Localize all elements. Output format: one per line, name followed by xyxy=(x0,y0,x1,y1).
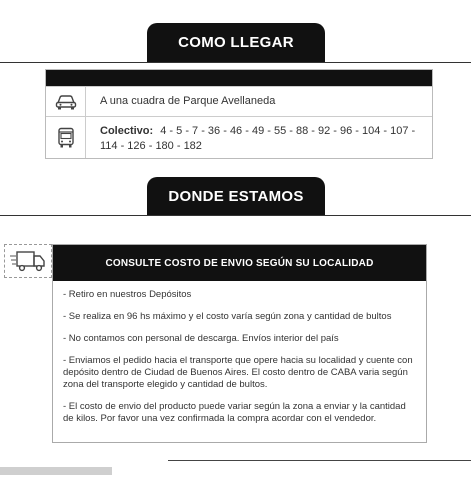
shipping-info-item: - Enviamos el pedido hacia el transporte que opere hacia su localidad y cuente con depósito dentro de Ciudad de Buenos Aires. El costo dentro de CABA varia según zona del transporte elegido y cantidad de bultos. xyxy=(63,355,413,390)
shipping-info-item: - Retiro en nuestros Depósitos xyxy=(63,289,192,300)
route-row-car xyxy=(46,86,432,116)
section-divider xyxy=(0,62,471,63)
car-icon xyxy=(46,87,86,116)
como-llegar-title: COMO LLEGAR xyxy=(147,23,325,62)
shipping-info-item: - No contamos con personal de descarga. Envíos interior del país xyxy=(63,333,339,344)
route-car-text: A una cuadra de Parque Avellaneda xyxy=(100,95,276,107)
delivery-truck-icon xyxy=(9,249,47,273)
route-bus-text xyxy=(86,117,432,158)
section-divider xyxy=(0,215,471,216)
footer-gray-bar xyxy=(0,467,112,475)
route-table-header xyxy=(46,70,432,86)
shipping-info-item: - El costo de envio del producto puede variar según la zona a enviar y la cantidad de kilos. Por favor una vez confirmada la compra acordar con el vendedor. xyxy=(63,401,406,424)
bus-icon xyxy=(46,117,86,158)
bus-label: Colectivo: xyxy=(100,124,154,137)
shipping-header: CONSULTE COSTO DE ENVIO SEGÚN SU LOCALIDAD xyxy=(53,245,426,281)
route-row-bus xyxy=(46,116,432,158)
shipping-icon-box xyxy=(4,244,52,278)
footer-line xyxy=(168,460,471,461)
shipping-info-list xyxy=(53,281,426,425)
bus-lines: 4 - 5 - 7 - 36 - 46 - 49 - 55 - 88 - 92 - 96 - 104 - 107 - 114 - 126 - 180 - 182 xyxy=(100,124,416,152)
shipping-info-box xyxy=(52,244,427,443)
shipping-info-item: - Se realiza en 96 hs máximo y el costo varía según zona y cantidad de bultos xyxy=(63,311,392,322)
route-table xyxy=(45,69,433,159)
donde-estamos-title: DONDE ESTAMOS xyxy=(147,177,325,215)
